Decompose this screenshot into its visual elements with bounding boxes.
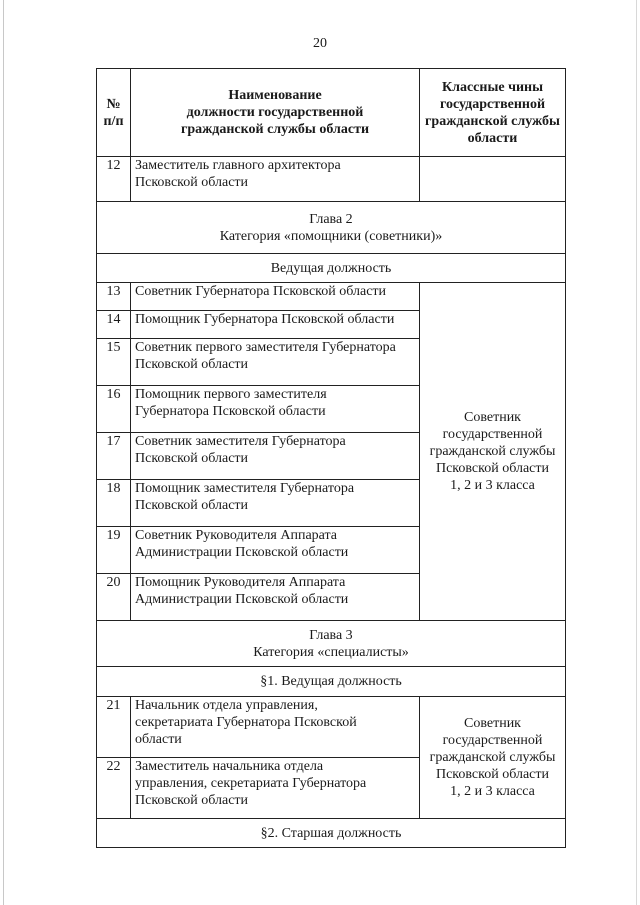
row-number: 12: [97, 157, 131, 202]
position-name: Заместитель главного архитектора Псковской области: [131, 157, 420, 202]
position-name: Советник Руководителя Аппарата Администрации Псковской области: [131, 527, 420, 574]
class-rank-advisor: Советник государственной гражданской службы Псковской области 1, 2 и 3 класса: [420, 283, 566, 621]
page-number: 20: [313, 36, 327, 51]
row-number: 14: [97, 311, 131, 339]
header-class-rank: Классные чины государственной гражданской службы области: [420, 69, 566, 157]
chapter-row: [97, 202, 566, 254]
table-row: [97, 697, 566, 758]
lead-position-heading: Ведущая должность: [97, 254, 566, 283]
class-rank-advisor: Советник государственной гражданской службы Псковской области 1, 2 и 3 класса: [420, 697, 566, 819]
position-name: Заместитель начальника отдела управления, секретариата Губернатора Псковской области: [131, 758, 420, 819]
header-position-name: Наименование должности государственной гражданской службы области: [131, 69, 420, 157]
position-name: Советник заместителя Губернатора Псковской области: [131, 433, 420, 480]
position-name: Помощник Губернатора Псковской области: [131, 311, 420, 339]
table-row: [97, 157, 566, 202]
scan-edge-right: [636, 0, 637, 905]
position-name: Помощник заместителя Губернатора Псковской области: [131, 480, 420, 527]
rank-cell-empty: [420, 157, 566, 202]
position-name: Начальник отдела управления, секретариата Губернатора Псковской области: [131, 697, 420, 758]
position-name: Помощник Руководителя Аппарата Администрации Псковской области: [131, 574, 420, 621]
table-header-row: [97, 69, 566, 157]
section-row: [97, 819, 566, 848]
row-number: 19: [97, 527, 131, 574]
table-row: [97, 283, 566, 311]
section-2-heading: §2. Старшая должность: [97, 819, 566, 848]
row-number: 16: [97, 386, 131, 433]
section-row: [97, 254, 566, 283]
scan-edge-left: [3, 0, 4, 905]
row-number: 18: [97, 480, 131, 527]
header-number: № п/п: [97, 69, 131, 157]
row-number: 22: [97, 758, 131, 819]
section-row: [97, 667, 566, 697]
row-number: 20: [97, 574, 131, 621]
position-name: Помощник первого заместителя Губернатора Псковской области: [131, 386, 420, 433]
row-number: 15: [97, 339, 131, 386]
chapter-2-heading: Глава 2 Категория «помощники (советники)»: [97, 202, 566, 254]
position-name: Советник первого заместителя Губернатора Псковской области: [131, 339, 420, 386]
section-1-heading: §1. Ведущая должность: [97, 667, 566, 697]
row-number: 13: [97, 283, 131, 311]
row-number: 21: [97, 697, 131, 758]
position-name: Советник Губернатора Псковской области: [131, 283, 420, 311]
row-number: 17: [97, 433, 131, 480]
chapter-3-heading: Глава 3 Категория «специалисты»: [97, 621, 566, 667]
positions-table: [96, 68, 566, 848]
chapter-row: [97, 621, 566, 667]
